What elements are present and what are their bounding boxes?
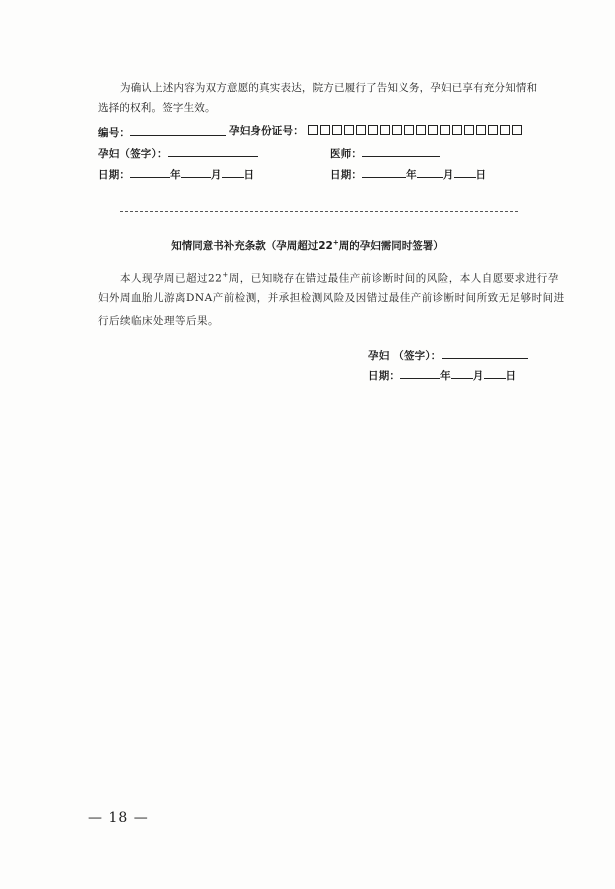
supplement-date-row xyxy=(368,367,516,383)
supplement-day-field[interactable] xyxy=(484,367,506,379)
supplement-date-label: 日期： xyxy=(368,370,401,382)
id-label: 孕妇身份证号： xyxy=(229,125,304,137)
supplement-text-line-2: 妇外周血胎儿游离DNA产前检测，并承担检测风险及因错过最佳产前诊断时间所致无足够时间进 xyxy=(98,292,565,304)
supplement-text-start: 本人现孕周已超过22 xyxy=(120,272,223,285)
number-label: 编号： xyxy=(98,127,131,139)
date-label: 日期： xyxy=(98,169,131,181)
year-field[interactable] xyxy=(362,166,406,178)
supplement-year-label: 年 xyxy=(440,370,451,382)
supplement-text-line-3: 行后续临床处理等后果。 xyxy=(98,315,219,327)
month-field[interactable] xyxy=(181,166,211,178)
day-label: 日 xyxy=(243,169,255,181)
pregnant-signature-row xyxy=(98,145,258,161)
supplement-text-rest: 周，已知晓存在错过最佳产前诊断时间的风险，本人自愿要求进行孕 xyxy=(228,272,559,285)
supplement-year-field[interactable] xyxy=(400,367,440,379)
doctor-label: 医师： xyxy=(330,148,363,160)
day-label: 日 xyxy=(475,169,487,181)
supplement-day-label: 日 xyxy=(505,370,517,382)
date-label: 日期： xyxy=(330,169,363,181)
number-field[interactable] xyxy=(130,124,226,136)
pregnant-signature-label: 孕妇（签字）： xyxy=(98,148,168,160)
pregnant-date-row xyxy=(98,166,254,182)
supplement-title-sup: + xyxy=(332,238,339,247)
month-label: 月 xyxy=(442,169,454,181)
doctor-signature-field[interactable] xyxy=(362,145,440,157)
section-divider xyxy=(120,211,518,212)
year-label: 年 xyxy=(406,169,417,181)
supplement-title-post: 周的孕妇需同时签署） xyxy=(338,240,444,252)
supplement-signature-label: 孕妇 （签字）： xyxy=(368,350,442,362)
month-label: 月 xyxy=(210,169,222,181)
supplement-title-pre: 知情同意书补充条款（孕周超过22 xyxy=(171,240,333,252)
id-number-boxes[interactable] xyxy=(308,125,524,137)
pregnant-signature-field[interactable] xyxy=(168,145,258,157)
day-field[interactable] xyxy=(454,166,476,178)
supplement-signature-field[interactable] xyxy=(442,347,528,359)
supplement-month-label: 月 xyxy=(472,370,484,382)
number-row xyxy=(98,124,226,140)
day-field[interactable] xyxy=(222,166,244,178)
consent-text-line-1: 为确认上述内容为双方意愿的真实表达，院方已履行了告知义务，孕妇已享有充分知情和 xyxy=(120,82,538,94)
doctor-date-row xyxy=(330,166,486,182)
page-number: — 18 — xyxy=(88,810,149,826)
year-label: 年 xyxy=(170,169,181,181)
supplement-text-sup: + xyxy=(222,271,229,279)
month-field[interactable] xyxy=(417,166,443,178)
supplement-month-field[interactable] xyxy=(451,367,473,379)
year-field[interactable] xyxy=(130,166,170,178)
consent-text-line-2: 选择的权利。签字生效。 xyxy=(98,102,216,114)
supplement-title xyxy=(0,238,615,253)
doctor-signature-row xyxy=(330,145,440,161)
supplement-signature-row xyxy=(368,347,528,363)
id-row xyxy=(229,124,524,138)
